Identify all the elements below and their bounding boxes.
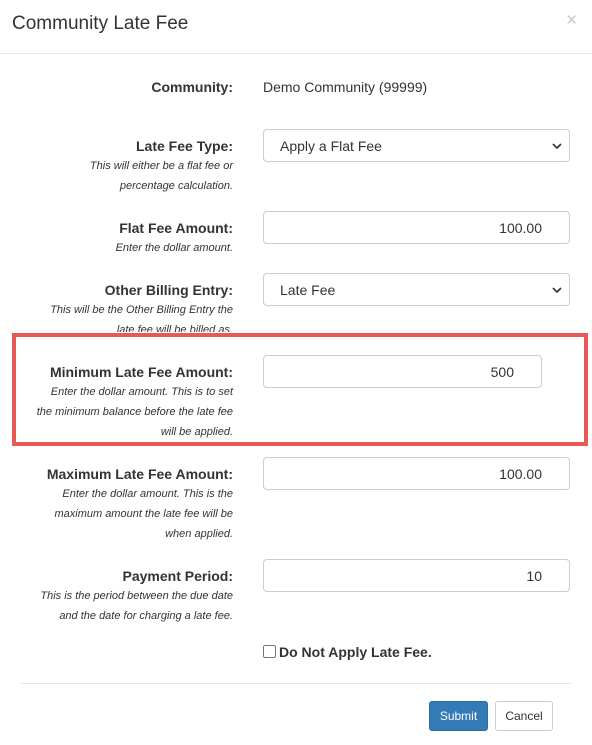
chevron-down-icon (551, 140, 563, 152)
late-fee-type-label: Late Fee Type: (136, 138, 233, 154)
do-not-apply-checkbox[interactable] (263, 645, 276, 658)
other-billing-label: Other Billing Entry: (104, 282, 233, 298)
close-icon[interactable]: × (566, 10, 578, 31)
payment-period-value: 10 (526, 568, 542, 584)
community-label: Community: (151, 79, 233, 95)
help-line: Enter the dollar amount. This is to set (50, 386, 233, 398)
community-value: Demo Community (99999) (263, 79, 428, 95)
flat-fee-input[interactable] (263, 211, 570, 244)
help-line: will be applied. (160, 426, 233, 438)
help-line: maximum amount the late fee will be (54, 508, 233, 520)
late-fee-type-select[interactable] (263, 129, 570, 162)
payment-period-label: Payment Period: (122, 568, 233, 584)
maximum-late-fee-input[interactable] (263, 457, 570, 490)
help-line: the minimum balance before the late fee (36, 406, 233, 418)
minimum-late-fee-value: 500 (490, 364, 514, 380)
other-billing-selected: Late Fee (280, 282, 336, 298)
help-line: percentage calculation. (119, 180, 233, 192)
maximum-late-fee-help (13, 484, 233, 544)
chevron-down-icon (551, 284, 563, 296)
help-line: Enter the dollar amount. (115, 242, 233, 254)
help-line: when applied. (165, 528, 233, 540)
flat-fee-label: Flat Fee Amount: (119, 220, 233, 236)
late-fee-type-selected: Apply a Flat Fee (280, 138, 382, 154)
late-fee-type-help (13, 156, 233, 196)
minimum-late-fee-input[interactable] (263, 355, 542, 388)
minimum-late-fee-help (13, 382, 233, 442)
other-billing-select[interactable] (263, 273, 570, 306)
help-line: and the date for charging a late fee. (59, 610, 233, 622)
modal-title: Community Late Fee (12, 13, 189, 34)
help-line: Enter the dollar amount. This is the (62, 488, 233, 500)
footer-divider (21, 683, 571, 684)
payment-period-help (13, 586, 233, 626)
do-not-apply-label[interactable]: Do Not Apply Late Fee. (279, 644, 432, 660)
minimum-late-fee-label: Minimum Late Fee Amount: (49, 364, 233, 380)
help-line: This is the period between the due date (40, 590, 233, 602)
flat-fee-help (13, 238, 233, 258)
other-billing-help (13, 300, 233, 332)
help-line: late fee will be billed as. (116, 324, 233, 332)
cancel-button[interactable]: Cancel (495, 701, 553, 731)
maximum-late-fee-value: 100.00 (499, 466, 542, 482)
help-line: This will either be a flat fee or (89, 160, 233, 172)
help-line: This will be the Other Billing Entry the (50, 304, 233, 316)
maximum-late-fee-label: Maximum Late Fee Amount: (46, 466, 233, 482)
submit-button[interactable]: Submit (429, 701, 488, 731)
flat-fee-value: 100.00 (499, 220, 542, 236)
payment-period-input[interactable] (263, 559, 570, 592)
modal-header (0, 0, 592, 54)
